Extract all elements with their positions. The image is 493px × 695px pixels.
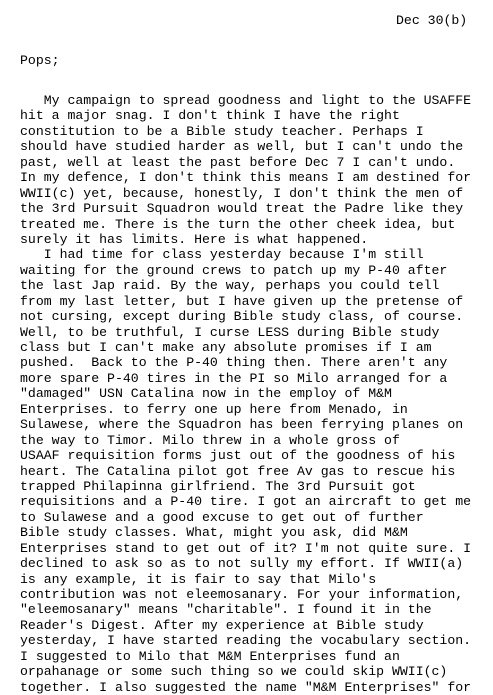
body-line: more spare P-40 tires in the PI so Milo arranged for a (20, 370, 448, 386)
body-line: requisitions and a P-40 tire. I got an aircraft to get me (20, 494, 472, 510)
body-line: the 3rd Pursuit Squadron would treat the Padre like they (20, 201, 464, 217)
body-line: Bible study classes. What, might you ask, did M&M (20, 525, 408, 541)
body-line: I had time for class yesterday because I'm still (20, 247, 424, 263)
body-line: waiting for the ground crews to patch up my P-40 after (20, 262, 448, 278)
body-line: the last Jap raid. By the way, perhaps you could tell (20, 278, 440, 294)
body-line: should have studied harder as well, but I can't undo the (20, 139, 464, 155)
body-line: My campaign to spread goodness and light to the USAFFE (20, 93, 472, 108)
body-line: past, well at least the past before Dec 7 I can't undo. (20, 154, 456, 170)
body-line: In my defence, I don't think this means I am destined for (20, 170, 472, 186)
body-line: "eleemosanary" means "charitable". I found it in the (20, 602, 432, 618)
body-line: not cursing, except during Bible study class, of course. (20, 309, 464, 325)
body-line: pushed. Back to the P-40 thing then. There aren't any (20, 355, 448, 371)
body-line: from my last letter, but I have given up the pretense of (20, 293, 464, 309)
body-line: yesterday, I have started reading the vocabulary section. (20, 633, 472, 649)
body-line: USAAF requisition forms just out of the goodness of his (20, 448, 456, 464)
body-line: "damaged" USN Catalina now in the employ of M&M (20, 386, 392, 402)
letter-body (20, 93, 490, 695)
body-line: to Sulawese and a good excuse to get out of further (20, 509, 424, 525)
body-line: I suggested to Milo that M&M Enterprises fund an (20, 648, 400, 664)
body-line: WWII(c) yet, because, honestly, I don't think the men of (20, 185, 464, 201)
body-line: Enterprises. to ferry one up here from Menado, in (20, 401, 408, 417)
body-line: Sulawese, where the Squadron has been ferrying planes on (20, 417, 464, 433)
body-line: Enterprises stand to get out of it? I'm not quite sure. I (20, 540, 472, 556)
body-line: orpahanage or some such thing so we could skip WWII(c) (20, 664, 448, 680)
body-line: surely it has limits. Here is what happened. (20, 231, 369, 247)
salutation: Pops; (20, 53, 60, 68)
body-line: Well, to be truthful, I curse LESS during Bible study (20, 324, 440, 340)
body-line: Reader's Digest. After my experience at Bible study (20, 617, 424, 633)
body-line: declined to ask so as to not sully my effort. If WWII(a) (20, 556, 464, 572)
body-line: constitution to be a Bible study teacher. Perhaps I (20, 123, 424, 139)
body-line: trapped Philapinna girlfriend. The 3rd Pursuit got (20, 478, 416, 494)
body-line: hit a major snag. I don't think I have the right (20, 108, 400, 124)
body-line: heart. The Catalina pilot got free Av gas to rescue his (20, 463, 456, 479)
body-line: together. I also suggested the name "M&M Enterprises" for (20, 679, 472, 695)
body-line: is any example, it is fair to say that Milo's (20, 571, 377, 587)
body-line: class but I can't make any absolute promises if I am (20, 340, 432, 355)
body-line: treated me. There is the turn the other cheek idea, but (20, 216, 456, 232)
body-line: the way to Timor. Milo threw in a whole gross of (20, 432, 400, 448)
letter-date: Dec 30(b) (396, 13, 468, 28)
body-line: contribution was not eleemosanary. For your information, (20, 587, 464, 602)
